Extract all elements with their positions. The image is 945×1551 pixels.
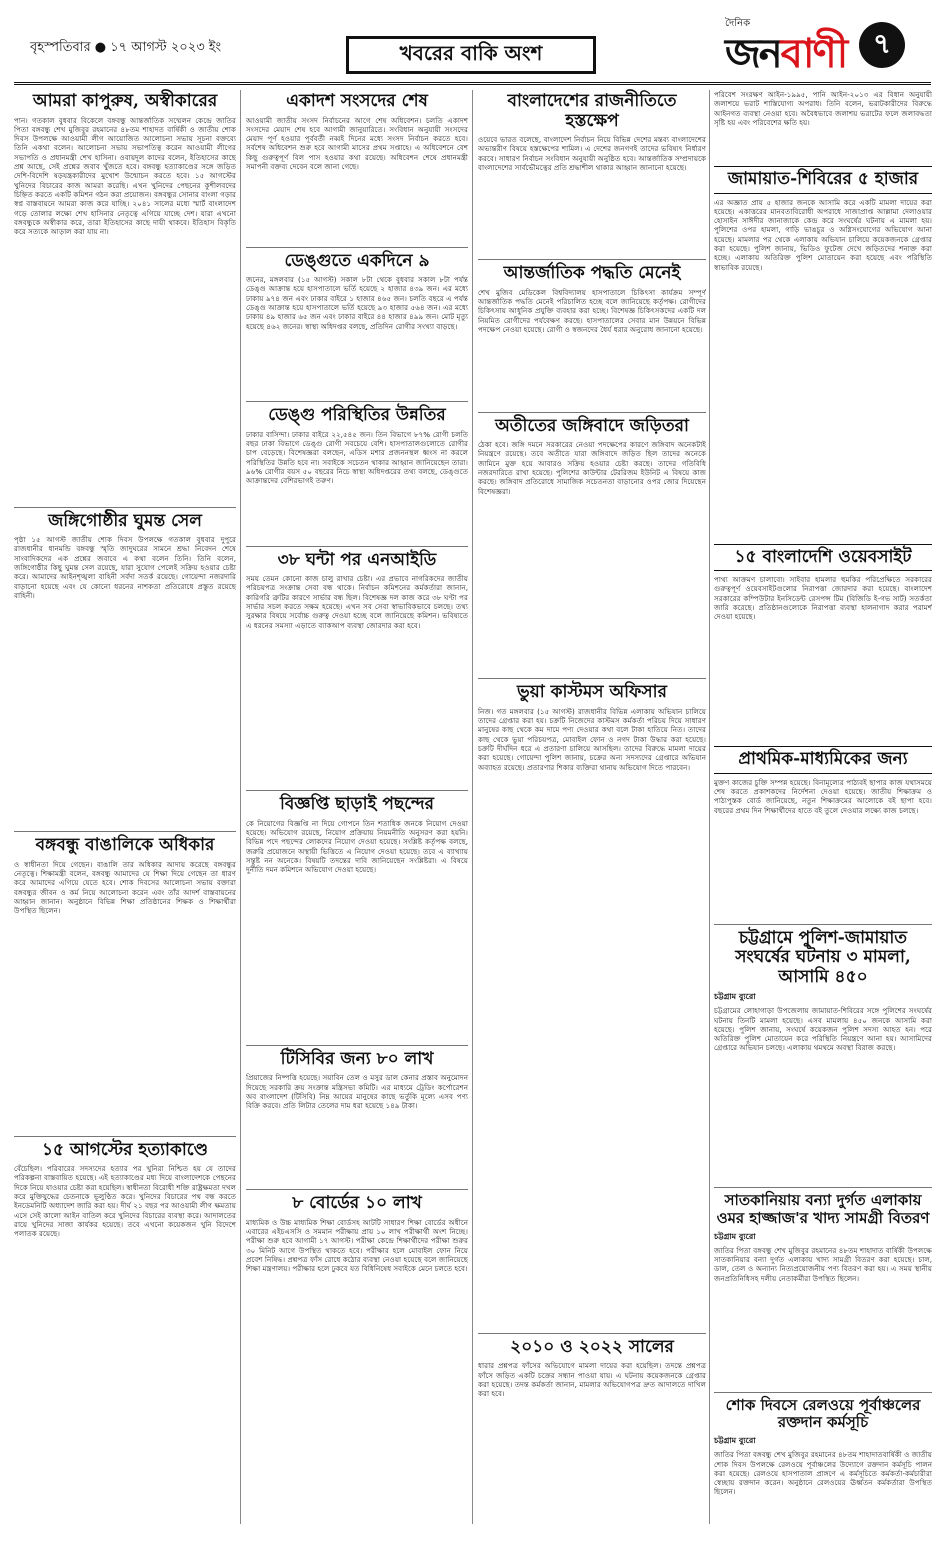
- headline: ২০১০ ও ২০২২ সালের: [510, 1336, 674, 1357]
- article-body: আওয়ামী জাতীয় সংসদ নির্বাচনের আগে শেষ অধিবেশন। চলতি একাদশ সংসদের মেয়াদ শেষ হবে আগামী জানুয়ারিতে। সংবিধান অনুযায়ী সংসদের মেয়াদ পূর্ণ হওয়ার পূর্ববর্তী নব্বই দিনের মধ্যে সংসদ নির্বাচন করতে হবে। সর্বশেষ অধিবেশন শুরু হবে আগামী মাসের প্রথম সপ্তাহে। এ অধিবেশনে বেশ কিছু গুরুত্বপূর্ণ বিল পাস হওয়ার কথা রয়েছে। অধিবেশন শেষে প্রধানমন্ত্রী সমাপনী বক্তব্য দেবেন বলে জানা গেছে।: [246, 115, 468, 172]
- headline: টিসিবির জন্য ৮০ লাখ: [280, 1048, 434, 1069]
- article-body: শেখ মুজিব মেডিকেল বিশ্ববিদ্যালয় হাসপাতালে চিকিৎসা কার্যক্রম সম্পূর্ণ আন্তর্জাতিক পদ্ধতি মেনেই পরিচালিত হচ্ছে বলে জানিয়েছে কর্তৃপক্ষ। রোগীদের চিকিৎসায় আধুনিক প্রযুক্তি ব্যবহার করা হচ্ছে। বিশেষজ্ঞ চিকিৎসকদের একটি দল নিয়মিত রোগীদের পর্যবেক্ষণ করছে। হাসপাতালের সেবার মান উন্নয়নে বিভিন্ন পদক্ষেপ নেওয়া হয়েছে। রোগী ও স্বজনদের ধৈর্য ধরার অনুরোধ জানানো হয়েছে।: [478, 287, 706, 334]
- article-dengue-unnati: [246, 406, 468, 540]
- logo-wordmark: [725, 22, 846, 89]
- article-body: কে নিয়োগের বিজ্ঞপ্তি না দিয়ে গোপনে তিন শতাধিক জনকে নিয়োগ দেওয়া হয়েছে। অভিযোগ রয়েছে, নিয়োগ প্রক্রিয়ায় নিয়মনীতি অনুসরণ করা হয়নি। বিভিন্ন পদে পছন্দের লোকদের নিয়োগ দেওয়া হয়েছে। সংশ্লিষ্ট কর্তৃপক্ষ বলছে, জরুরি প্রয়োজনে অস্থায়ী ভিত্তিতে এ নিয়োগ দেওয়া হয়েছে। তবে এ ব্যাখ্যায় সন্তুষ্ট নন অনেকে। বিষয়টি তদন্তের দাবি জানিয়েছেন সংশ্লিষ্টরা। এ বিষয়ে দুর্নীতি দমন কমিশনে অভিযোগ দেওয়া হয়েছে।: [246, 818, 468, 875]
- article-body: ওয়েবে ভারত বলেছে, বাংলাদেশ নির্বাচন নিয়ে বিভিন্ন দেশের মন্তব্য বাংলাদেশের অভ্যন্তরীণ বিষয়ে হস্তক্ষেপের শামিল। এ দেশের জনগণই তাদের ভবিষ্যৎ নির্ধারণ করবে। সাধারণ নির্বাচন সংবিধান অনুযায়ী অনুষ্ঠিত হবে। আন্তর্জাতিক সম্প্রদায়কে বাংলাদেশের সার্বভৌমত্বের প্রতি শ্রদ্ধাশীল থাকার আহ্বান জানানো হয়েছে।: [478, 135, 706, 172]
- divider: [714, 924, 932, 925]
- page-number: ৭: [859, 22, 905, 68]
- article-board: [246, 1194, 468, 1463]
- divider: [714, 1392, 932, 1393]
- article-website: [714, 544, 932, 741]
- article-body: পান। গতকাল বুধবার বিকেলে বঙ্গবন্ধু আন্তর্জাতিক সম্মেলন কেন্দ্রে জাতির পিতা বঙ্গবন্ধু শেখ মুজিবুর রহমানের ৪৮তম শাহাদত বার্ষিকী ও জাতীয় শোক দিবস উপলক্ষে আওয়ামী লীগ আয়োজিত আলোচনা সভায় সূচনা বক্তব্যে তিনি একথা বলেন। আলোচনা সভায় সভাপতিত্ব করেন আওয়ামী লীগের সভাপতি ও প্রধানমন্ত্রী শেখ হাসিনা। ওবায়দুল কাদের বলেন, ইতিহাসের কাছে প্রশ্ন আছে, সেই প্রশ্নের জবাব খুঁজতে হবে। বঙ্গবন্ধু হত্যাকাণ্ডের সঙ্গে জড়িত দেশি-বিদেশি ষড়যন্ত্রকারীদের মুখোশ উন্মোচন করতে হবে। ১৫ আগস্টের খুনিদের বিচারের কাজ আমরা করেছি। এখন খুনিদের পেছনের কুশীলবদের চিহ্নিত করতে একটি কমিশন গঠন করা প্রয়োজন। বঙ্গবন্ধুর সোনার বাংলা গড়ার স্বপ্ন বাস্তবায়নে আমরা কাজ করে যাচ্ছি। ২০৪১ সালের মধ্যে স্মার্ট বাংলাদেশ গড়ে তোলার লক্ষ্যে শেখ হাসিনার নেতৃত্বে এগিয়ে যাচ্ছে দেশ। যারা এখনো বঙ্গবন্ধুকে অস্বীকার করে, তারা ইতিহাসের কাছে দায়ী থাকবে। ইতিহাস বিকৃতি করে সত্যকে আড়াল করা যায় না।: [14, 115, 236, 237]
- article-nid: [246, 551, 468, 785]
- article-salera: [478, 1338, 706, 1472]
- headline: ৩৮ ঘন্টা পর এনআইডি: [277, 549, 437, 570]
- article-body: পরিবেশ সংরক্ষণ আইন-১৯৯৫, পানি আইন-২০১৩ এর বিধান অনুযায়ী জলাশয়ে ভরাট শাস্তিযোগ্য অপরাধ। তিনি বলেন, ভরাটকারীদের বিরুদ্ধে আইনগত ব্যবস্থা নেওয়া হবে। অবৈধভাবে জলাশয় ভরাটের ফলে জলাবদ্ধতা সৃষ্টি হয় এবং পরিবেশের ক্ষতি হয়।: [714, 90, 932, 127]
- article-body: ও স্বাধীনতা দিয়ে গেছেন। বাঙালি তার অধিকার আদায় করেছে বঙ্গবন্ধুর নেতৃত্বে। শিক্ষামন্ত্রী বলেন, বঙ্গবন্ধু আমাদের যে শিক্ষা দিয়ে গেছেন তা ধারণ করে আমাদের এগিয়ে যেতে হবে। শোক দিবসের আলোচনা সভায় বক্তারা বঙ্গবন্ধুর জীবন ও কর্ম নিয়ে আলোচনা করেন এবং তাঁর আদর্শ বাস্তবায়নের আহ্বান জানান। অনুষ্ঠানে বিভিন্ন শিক্ষা প্রতিষ্ঠানের শিক্ষক ও শিক্ষার্থীরা উপস্থিত ছিলেন।: [14, 859, 236, 916]
- article-kapurush: [14, 92, 236, 501]
- column-4: [714, 90, 932, 1551]
- headline: চট্টগ্রামে পুলিশ-জামায়াত সংঘর্ষের ঘটনায় ৩ মামলা, আসামি ৪৫০: [735, 927, 911, 987]
- article-body: মুক্তণ কাজের চুক্তি সম্পন্ন হয়েছে। বিনামূল্যের পাঠ্যবই ছাপার কাজ যথাসময়ে শেষ করতে প্রকাশকদের নির্দেশনা দেওয়া হয়েছে। জাতীয় শিক্ষাক্রম ও পাঠ্যপুস্তক বোর্ড জানিয়েছে, নতুন শিক্ষাক্রমের আলোকে বই ছাপা হবে। বছরের প্রথম দিন শিক্ষার্থীদের হাতে বই তুলে দেওয়ার লক্ষ্যে কাজ চলছে।: [714, 777, 932, 815]
- headline: সাতকানিয়ায় বন্যা দুর্গত এলাকায় ওমর হাজ্জাজ'র খাদ্য সামগ্রী বিতরণ: [716, 1191, 930, 1227]
- divider: [478, 678, 706, 679]
- byline: চট্টগ্রাম ব্যুরো: [714, 992, 756, 1002]
- column-2: [246, 90, 468, 1469]
- divider: [14, 831, 236, 832]
- divider: [246, 401, 468, 402]
- divider: [246, 790, 468, 791]
- headline: জঙ্গিগোষ্ঠীর ঘুমন্ত সেল: [48, 510, 202, 531]
- logo-part-1: জন: [725, 30, 781, 77]
- headline: ডেঙ্গু পরিস্থিতির উন্নতির: [268, 405, 446, 426]
- headline: ভুয়া কাস্টমস অফিসার: [517, 682, 667, 703]
- headline: ডেঙ্গুতে একদিনে ৯: [284, 250, 430, 271]
- column-divider: [709, 90, 710, 1524]
- divider: [246, 247, 468, 248]
- article-satkania: [714, 1192, 932, 1386]
- masthead: [0, 0, 945, 80]
- article-body: সময় তেমন কোনো কাজ চালু রাখার চেষ্টা। এর প্রভাবে নাগরিকদের জাতীয় পরিচয়পত্র সংক্রান্ত সেবা বন্ধ থাকে। নির্বাচন কমিশনের কর্মকর্তারা জানান, কারিগরি ত্রুটির কারণে সার্ভার বন্ধ ছিল। বিশেষজ্ঞ দল কাজ করে ৩৮ ঘণ্টা পর সার্ভার সচল করতে সক্ষম হয়েছে। এখন সব সেবা স্বাভাবিকভাবে চলছে। তথ্য সুরক্ষার বিষয়ে সর্বোচ্চ গুরুত্ব দেওয়া হচ্ছে বলে জানিয়েছে কমিশন। ভবিষ্যতে এ ধরনের সমস্যা এড়াতে ব্যাকআপ ব্যবস্থা জোরদার করা হবে।: [246, 574, 468, 630]
- headline: বঙ্গবন্ধু বাঙালিকে অধিকার: [35, 835, 215, 856]
- article-body: প্রিয়াজের নিষ্পত্তি হয়েছে। সয়াবিন তেল ও মসুর ডাল কেনার প্রস্তাব অনুমোদন দিয়েছে সরকারি ক্রয় সংক্রান্ত মন্ত্রিসভা কমিটি। এর মাধ্যমে ট্রেডিং কর্পোরেশন অব বাংলাদেশ (টিসিবি) নিম্ন আয়ের মানুষের কাছে ভর্তুকি মূল্যে এসব পণ্য বিক্রি করবে। প্রতি লিটার তেলের দাম ধরা হয়েছে ১৪৯ টাকা।: [246, 1073, 468, 1111]
- logo-part-2: বাণী: [780, 30, 847, 77]
- headline: ১৫ বাংলাদেশি ওয়েবসাইট: [714, 544, 932, 572]
- article-body: বেঁচেছিল। পরিবারের সদস্যদের হত্যার পর খুনিরা নিশ্চিত হয় যে তাদের পরিকল্পনা বাস্তবায়িত হয়েছে। এই হত্যাকাণ্ডের মধ্য দিয়ে বাংলাদেশকে পেছনের দিকে নিয়ে যাওয়ার চেষ্টা করা হয়েছিল। স্বাধীনতা বিরোধী শক্তি রাষ্ট্রক্ষমতা দখল করে মুক্তিযুদ্ধের চেতনাকে ভূলুণ্ঠিত করে। খুনিদের বিচারের পথ বন্ধ করতে ইনডেমনিটি অধ্যাদেশ জারি করা হয়। দীর্ঘ ২১ বছর পর আওয়ামী লীগ ক্ষমতায় এসে সেই কালো আইন বাতিল করে খুনিদের বিচারের ব্যবস্থা করে। আদালতের রায়ে খুনিদের সাজা কার্যকর হয়েছে। তবে এখনো কয়েকজন খুনি বিদেশে পলাতক রয়েছে।: [14, 1164, 236, 1239]
- article-body: ধারার প্রশ্নপত্র ফাঁসের অভিযোগে মামলা দায়ের করা হয়েছিল। তদন্তে প্রশ্নপত্র ফাঁসে জড়িত একটি চক্রের সন্ধান পাওয়া যায়। এ ঘটনায় কয়েকজনকে গ্রেপ্তার করা হয়েছে। তদন্ত কর্মকর্তা জানান, মামলার অভিযোগপত্র দ্রুত আদালতে দাখিল করা হবে।: [478, 1361, 706, 1399]
- article-hostokhep: [478, 92, 706, 253]
- column-1: [14, 90, 236, 1530]
- article-body: জাতির পিতা বঙ্গবন্ধু শেখ মুজিবুর রহমানের ৪৮তম শাহাদাত বার্ষিকী উপলক্ষে সাতকানিয়ার বন্যা দুর্গত এলাকায় খাদ্য সামগ্রী বিতরণ করা হয়েছে। চাল, ডাল, তেল ও অন্যান্য নিত্যপ্রয়োজনীয় পণ্য বিতরণ করা হয়। এ সময় স্থানীয় জনপ্রতিনিধিসহ দলীয় নেতাকর্মীরা উপস্থিত ছিলেন।: [714, 1245, 932, 1283]
- divider: [14, 507, 236, 508]
- article-antorjatik: [478, 264, 706, 406]
- divider: [478, 259, 706, 260]
- article-body: পাথ্য আক্রমণ চালাবো। সাইবার হামলার হুমকির পরিপ্রেক্ষিতে সরকারের গুরুত্বপূর্ণ ওয়েবসাইটগুলোর নিরাপত্তা জোরদার করা হয়েছে। বাংলাদেশ সরকারের কম্পিউটার ইনসিডেন্ট রেসপন্স টিম (বিজিডি ই-গভ সার্ট) সতর্কতা জারি করেছে। প্রতিষ্ঠানগুলোকে নিরাপত্তা ব্যবস্থা হালনাগাদ করার পরামর্শ দেওয়া হয়েছে।: [714, 575, 932, 622]
- headline: জামায়াত-শিবিরের ৫ হাজার: [714, 166, 932, 194]
- byline: চট্টগ্রাম ব্যুরো: [714, 1231, 756, 1241]
- article-body: জনের, মঙ্গলবার (১৫ আগস্ট) সকাল ৮টা থেকে বুধবার সকাল ৮টা পর্যন্ত ডেঙ্গু আক্রান্ত হয়ে হাসপাতালে ভর্তি হয়েছে ২ হাজার ৪৩৯ জন। এর মধ্যে ঢাকায় ৯৭৪ জন এবং ঢাকার বাইরে ১ হাজার ৪৬৫ জন। চলতি বছরে এ পর্যন্ত ডেঙ্গু আক্রান্ত হয়ে হাসপাতালে ভর্তি হয়েছে ৯৩ হাজার ৫৬৪ জন। এর মধ্যে ঢাকায় ৪৯ হাজার ৬৫ জন এবং ঢাকার বাইরে ৪৪ হাজার ৪৯৯ জন। মোট মৃত্যু হয়েছে ৪৬২ জনের। স্বাস্থ্য অধিদপ্তর বলছে, প্রতিদিন রোগীর সংখ্যা বাড়ছে।: [246, 275, 468, 331]
- article-top-right: [714, 90, 932, 160]
- article-body: ঠেকা হবে। জঙ্গি দমনে সরকারের নেওয়া পদক্ষেপের কারণে জঙ্গিবাদ অনেকটাই নিয়ন্ত্রণে রয়েছে। তবে অতীতে যারা জঙ্গিবাদে জড়িত ছিল তাদের অনেকে জামিনে মুক্ত হয়ে আবারও সক্রিয় হওয়ার চেষ্টা করছে। তাদের গতিবিধি নজরদারিতে রাখা হয়েছে। পুলিশের কাউন্টার টেররিজম ইউনিট এ বিষয়ে কাজ করছে। জঙ্গিবাদ প্রতিরোধে সামাজিক সচেতনতা বাড়ানোর ওপর জোর দিয়েছেন বিশেষজ্ঞরা।: [478, 440, 706, 496]
- article-otit: [478, 417, 706, 673]
- column-divider: [472, 90, 473, 1524]
- headline: অতীতের জঙ্গিবাদে জড়িতরা: [495, 415, 689, 436]
- article-body: মাধ্যমিক ও উচ্চ মাধ্যমিক শিক্ষা বোর্ডসহ আটটি সাধারণ শিক্ষা বোর্ডের অধীনে এবারের এইচএসসি ও সমমান পরীক্ষায় প্রায় ১০ লাখ পরীক্ষার্থী অংশ নিচ্ছে। পরীক্ষা শুরু হবে আগামী ১৭ আগস্ট। পরীক্ষা কেন্দ্রে শিক্ষার্থীদের পরীক্ষা শুরুর ৩০ মিনিট আগে উপস্থিত থাকতে হবে। পরীক্ষার হলে মোবাইল ফোন নিয়ে প্রবেশ নিষিদ্ধ। প্রশ্নপত্র ফাঁস রোধে কঠোর ব্যবস্থা নেওয়া হয়েছে বলে জানিয়েছে শিক্ষা মন্ত্রণালয়। পরীক্ষার হলে ঢুকবে যত বিধিনিষেধ সবাইকে মেনে চলতে হবে।: [246, 1217, 468, 1274]
- headline: প্রাথমিক-মাধ্যমিকের জন্য: [714, 746, 932, 774]
- column-3: [478, 90, 706, 1477]
- article-ekadosh: [246, 92, 468, 241]
- newspaper-logo: [725, 14, 905, 77]
- divider: [246, 546, 468, 547]
- headline: ৮ বোর্ডের ১০ লাখ: [292, 1193, 422, 1214]
- article-rokto: [714, 1397, 932, 1546]
- divider: [714, 1187, 932, 1188]
- divider: [14, 1136, 236, 1137]
- article-prathomik: [714, 746, 932, 918]
- article-adhikar: [14, 836, 236, 1130]
- article-biggopti: [246, 795, 468, 1039]
- headline: বাংলাদেশের রাজনীতিতে হস্তক্ষেপ: [507, 91, 677, 131]
- divider: [246, 1045, 468, 1046]
- article-tcb: [246, 1050, 468, 1184]
- article-body: চট্টগ্রামের লোহাগাড়া উপজেলায় জামায়াত-শিবিরের সঙ্গে পুলিশের সংঘর্ষের ঘটনায় তিনটি মামলা হয়েছে। এসব মামলায় ৪৫০ জনকে আসামি করা হয়েছে। পুলিশ জানায়, সংঘর্ষে কয়েকজন পুলিশ সদস্য আহত হন। পরে অতিরিক্ত পুলিশ মোতায়েন করে পরিস্থিতি নিয়ন্ত্রণে আনা হয়। আসামিদের গ্রেপ্তারে অভিযান চলছে। এলাকায় থমথমে অবস্থা বিরাজ করছে।: [714, 1006, 932, 1053]
- headline: ১৫ আগস্টের হত্যাকাণ্ডে: [41, 1139, 209, 1160]
- article-dengue: [246, 252, 468, 396]
- article-hotyakando: [14, 1141, 236, 1525]
- headline: শোক দিবসে রেলওয়ে পূর্বাঞ্চলের রক্তদান কর্মসূচি: [725, 1395, 921, 1432]
- article-chattogram: [714, 929, 932, 1182]
- headline: একাদশ সংসদের শেষ: [286, 91, 428, 111]
- article-body: জাতির পিতা বঙ্গবন্ধু শেখ মুজিবুর রহমানের ৪৮তম শাহাদাতবার্ষিকী ও জাতীয় শোক দিবস উপলক্ষে রেলওয়ে পূর্বাঞ্চলের উদ্যোগে রক্তদান কর্মসূচি পালন করা হয়েছে। রেলওয়ে হাসপাতাল প্রাঙ্গণে এ কর্মসূচিতে কর্মকর্তা-কর্মচারীরা স্বেচ্ছায় রক্তদান করেন। অনুষ্ঠানে রেলওয়ের ঊর্ধ্বতন কর্মকর্তারা উপস্থিত ছিলেন।: [714, 1450, 932, 1497]
- article-jongi: [14, 512, 236, 826]
- headline: বিজ্ঞপ্তি ছাড়াই পছন্দের: [279, 794, 435, 815]
- article-body: নিজ। গত মঙ্গলবার (১৫ আগস্ট) রাজধানীর বিভিন্ন এলাকায় অভিযান চালিয়ে তাদের গ্রেপ্তার করা হয়। চক্রটি নিজেদের কাস্টমস কর্মকর্তা পরিচয় দিয়ে সাধারণ মানুষের কাছ থেকে কম দামে পণ্য দেওয়ার কথা বলে টাকা হাতিয়ে নিত। তাদের কাছ থেকে ভুয়া পরিচয়পত্র, মোবাইল ফোন ও নগদ টাকা উদ্ধার করা হয়েছে। চক্রটি দীর্ঘদিন ধরে এ প্রতারণা চালিয়ে আসছিল। তাদের বিরুদ্ধে মামলা দায়ের করা হয়েছে। গোয়েন্দা পুলিশ জানায়, চক্রের অন্য সদস্যদের গ্রেপ্তারে অভিযান অব্যাহত রয়েছে। প্রতারণার শিকার ব্যক্তিরা থানায় অভিযোগ দিতে পারবেন।: [478, 706, 706, 772]
- article-body: এর অজ্ঞাত প্রায় ৫ হাজার জনকে আসামি করে একটি মামলা দায়ের করা হয়েছে। একাত্তরের মানবতাবিরোধী অপরাধে সাজাপ্রাপ্ত আল্লামা দেলাওয়ার হোসাইন সাঈদীর জানাজাকে কেন্দ্র করে সংঘর্ষের ঘটনায় এ মামলা হয়। পুলিশের ওপর হামলা, গাড়ি ভাঙচুর ও অগ্নিসংযোগের অভিযোগ আনা হয়েছে। মামলার পর থেকে এলাকায় অভিযান চালিয়ে কয়েকজনকে গ্রেপ্তার করা হয়েছে। পুলিশ জানায়, ভিডিও ফুটেজ দেখে জড়িতদের শনাক্ত করা হচ্ছে। এলাকায় অতিরিক্ত পুলিশ মোতায়েন করা হয়েছে এবং পরিস্থিতি স্বাভাবিক রয়েছে।: [714, 197, 932, 272]
- headline: আমরা কাপুরুষ, অস্বীকারের: [32, 91, 218, 111]
- issue-date: বৃহস্পতিবার ● ১৭ আগস্ট ২০২৩ ইং: [30, 40, 222, 55]
- divider: [246, 1189, 468, 1190]
- article-body: ঢাকার বাসিন্দা। ঢাকার বাইরে ২২,৫৪৫ জন। তিন বিভাগে ৮৭% রোগী চলতি বছর ঢাকা বিভাগে ডেঙ্গু রোগী সবচেয়ে বেশি। হাসপাতালগুলোতে রোগীর চাপ বেড়েছে। বিশেষজ্ঞরা বলছেন, এডিস মশার প্রজননস্থল ধ্বংস না করলে পরিস্থিতির উন্নতি হবে না। সবাইকে সচেতন থাকার আহ্বান জানিয়েছেন তারা। ৯৬% রোগীর বয়স ৫০ বছরের নিচে স্বাস্থ্য অধিদপ্তরের তথ্য বলছে, ডেঙ্গুতে আক্রান্তদের বেশিরভাগই তরুণ।: [246, 429, 468, 486]
- byline: চট্টগ্রাম ব্যুরো: [714, 1436, 756, 1446]
- article-body: পৃষ্ঠা ১৫ আগস্ট জাতীয় শোক দিবস উপলক্ষে গতকাল বুধবার দুপুরে রাজধানীর ধানমন্ডি বঙ্গবন্ধু স্মৃতি জাদুঘরের সামনে শ্রদ্ধা নিবেদন শেষে সাংবাদিকদের এক প্রশ্নের জবাবে এ কথা বলেন তিনি। তিনি বলেন, জঙ্গিগোষ্ঠীর কিছু ঘুমন্ত সেল রয়েছে, যারা সুযোগ পেলেই সক্রিয় হওয়ার চেষ্টা করে। আমাদের আইনশৃঙ্খলা বাহিনী সর্বদা সতর্ক রয়েছে। গোয়েন্দা নজরদারি বাড়ানো হয়েছে এবং যে কোনো ধরনের নাশকতা প্রতিরোধে প্রস্তুত রয়েছে বাহিনী।: [14, 535, 236, 600]
- section-banner: খবরের বাকি অংশ: [346, 36, 596, 74]
- masthead-rule: [14, 82, 931, 85]
- article-customs: [478, 683, 706, 1327]
- logo-small-text: দৈনিক: [725, 18, 751, 29]
- divider: [478, 1333, 706, 1334]
- column-divider: [240, 90, 241, 1524]
- article-jamaat: [714, 166, 932, 538]
- divider: [478, 412, 706, 413]
- headline: আন্তর্জাতিক পদ্ধতি মেনেই: [503, 263, 681, 284]
